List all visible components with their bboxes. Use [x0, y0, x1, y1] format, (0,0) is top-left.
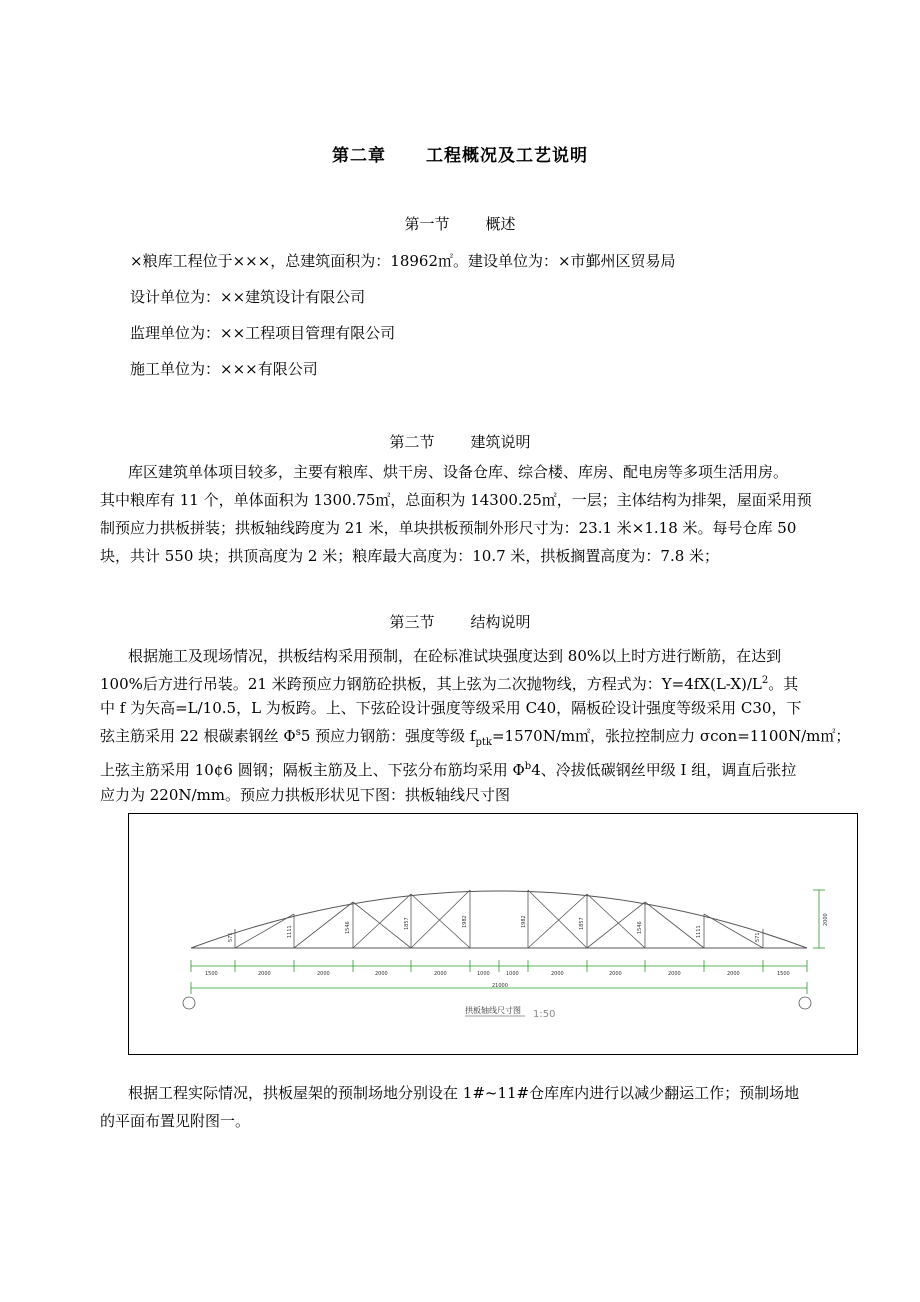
- segment-label: 1500: [205, 971, 218, 977]
- row-text: 100%后方进行吊装。21 米跨预应力钢筋砼拱板，其上弦为二次抛物线，方程式为：Y=4fX(L-X)/L: [100, 674, 762, 693]
- segment-label: 1000: [506, 971, 519, 977]
- paragraph-row: 块，共计 550 块；拱顶高度为 2 米；粮库最大高度为：10.7 米，拱板搁置高度为：7.8 米；: [100, 547, 720, 565]
- architecture-paragraph: [100, 458, 830, 570]
- diagonal: [235, 914, 294, 948]
- paragraph-row: 中 f 为矢高=L/10.5，L 为板跨。上、下弦砼设计强度等级采用 C40，隔板砼设计强度等级采用 C30，下: [100, 699, 802, 717]
- segment-label: 2000: [317, 971, 330, 977]
- arch-drawing: [129, 814, 856, 1053]
- section-1-number: 第一节: [404, 215, 450, 233]
- row-text: 。其: [768, 674, 799, 693]
- diagonal: [353, 902, 411, 948]
- row-text: 5 预应力钢筋：强度等级 f: [300, 726, 476, 745]
- paragraph-row: [100, 721, 851, 756]
- segment-label: 2000: [434, 971, 447, 977]
- post-label: 1111: [287, 925, 293, 938]
- post-label: 1982: [521, 915, 527, 928]
- paragraph-row: [100, 755, 830, 783]
- closing-paragraph: [100, 1079, 830, 1135]
- segment-label: 2000: [668, 971, 681, 977]
- section-1-title: [0, 213, 920, 234]
- axis-marker-left: [183, 997, 195, 1009]
- post-label: 571: [228, 932, 234, 942]
- project-location-line: ×粮库工程位于×××，总建筑面积为：18962㎡。建设单位为：×市鄞州区贸易局: [130, 252, 676, 270]
- chapter-name: 工程概况及工艺说明: [426, 146, 588, 166]
- row-text: 弦主筋采用 22 根碳素钢丝 Φ: [100, 726, 296, 745]
- figure-caption: 拱板轴线尺寸图: [465, 1006, 521, 1015]
- paragraph-row: 的平面布置见附图一。: [100, 1112, 251, 1130]
- post-label: 1111: [696, 925, 702, 938]
- segment-label: 2000: [258, 971, 271, 977]
- segment-label: 1500: [777, 971, 790, 977]
- superscript: 2: [761, 674, 769, 686]
- section-2-number: 第二节: [389, 433, 435, 451]
- segment-label: 2000: [375, 971, 388, 977]
- paragraph-row: 其中粮库有 11 个，单体面积为 1300.75㎡，总面积为 14300.25㎡，一层；主体结构为排架，屋面采用预: [100, 491, 812, 509]
- total-label: 21000: [492, 983, 508, 989]
- arch-axis-dimension-figure: [128, 813, 858, 1055]
- row-text: =1570N/m㎡，张拉控制应力 σcon=1100N/m㎡；: [491, 726, 851, 745]
- construction-unit-line: 施工单位为：×××有限公司: [130, 360, 318, 378]
- row-text: 上弦主筋采用 10¢6 圆钢；隔板主筋及上、下弦分布筋均采用 Φ: [100, 761, 525, 779]
- section-1-name: 概述: [485, 215, 516, 233]
- section-3-name: 结构说明: [470, 613, 531, 631]
- paragraph-row: 制预应力拱板拼装；拱板轴线跨度为 21 米，单块拱板预制外形尺寸为：23.1 米×1.18 米。每号仓库 50: [100, 519, 797, 537]
- superscript: b: [524, 761, 532, 772]
- superscript: s: [295, 726, 301, 738]
- post-label: 1982: [462, 915, 468, 928]
- segment-labels: [205, 971, 790, 977]
- paragraph-row: 根据工程实际情况，拱板屋架的预制场地分别设在 1#~11#仓库库内进行以减少翻运工作；预制场地: [128, 1084, 800, 1102]
- supervision-unit-line: 监理单位为：××工程项目管理有限公司: [130, 324, 396, 342]
- diagonal: [645, 902, 704, 948]
- post-label: 1857: [404, 917, 410, 930]
- post-label: 1546: [637, 921, 643, 934]
- axis-marker-right: [799, 997, 811, 1009]
- post-label: 1857: [579, 917, 585, 930]
- section-2-title: [0, 431, 920, 452]
- paragraph-row: 库区建筑单体项目较多，主要有粮库、烘干房、设备仓库、综合楼、库房、配电房等多项生活用房。: [128, 463, 789, 481]
- truss-web: [235, 890, 763, 948]
- structure-paragraph: [100, 644, 851, 807]
- top-chord: [191, 891, 807, 948]
- post-labels: [228, 915, 761, 942]
- segment-label: 1000: [477, 971, 490, 977]
- section-3-number: 第三节: [389, 613, 435, 631]
- section-2-name: 建筑说明: [470, 433, 531, 451]
- design-unit-line: 设计单位为：××建筑设计有限公司: [130, 288, 366, 306]
- height-label: 2000: [823, 913, 829, 926]
- paragraph-row: 根据施工及现场情况，拱板结构采用预制，在砼标准试块强度达到 80%以上时方进行断筋，在达到: [128, 647, 782, 665]
- post-label: 571: [755, 932, 761, 942]
- segment-label: 2000: [551, 971, 564, 977]
- row-text: 4、冷拔低碳钢丝甲级 I 组，调直后张拉: [531, 761, 797, 779]
- chapter-title: [0, 141, 920, 166]
- paragraph-row: [100, 669, 830, 697]
- figure-scale: 1:50: [533, 1009, 556, 1020]
- paragraph-row: 应力为 220N/mm。预应力拱板形状见下图：拱板轴线尺寸图: [100, 785, 511, 804]
- segment-label: 2000: [727, 971, 740, 977]
- chapter-number: 第二章: [332, 146, 386, 166]
- post-label: 1546: [345, 921, 351, 934]
- segment-label: 2000: [609, 971, 622, 977]
- segment-dimension: [191, 960, 807, 972]
- subscript: ptk: [475, 736, 492, 748]
- section-3-title: [0, 611, 920, 632]
